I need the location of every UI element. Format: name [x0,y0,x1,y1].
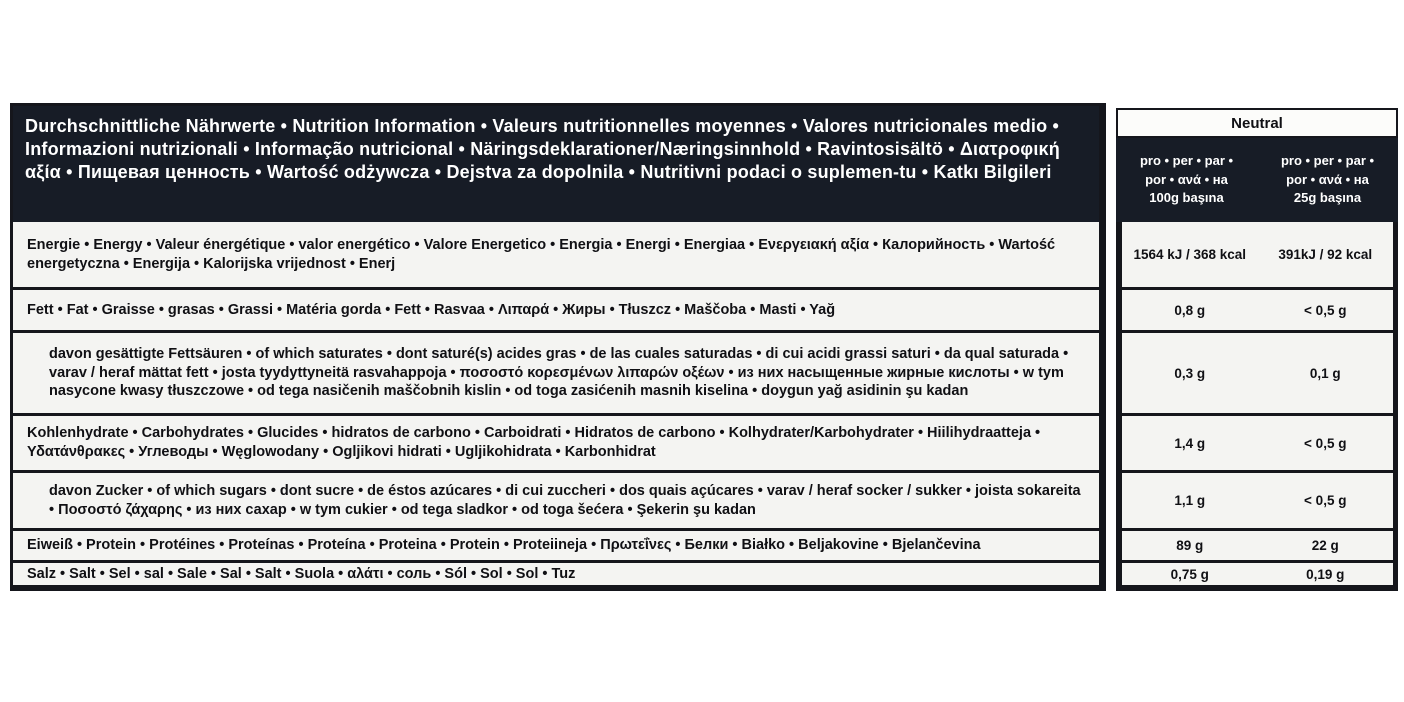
value-per-25g: < 0,5 g [1304,435,1347,451]
per-25g-line-2: por • ανά • на [1286,171,1369,187]
nutrient-row [13,287,1099,330]
nutrition-label [10,103,1398,591]
table-header [13,106,1099,222]
per-100g-line-3: 100g başına [1149,190,1224,206]
nutrient-value-row [1122,413,1393,470]
nutrient-row-label: Kohlenhydrate • Carbohydrates • Glucides • hidratos de carbono • Carboidrati • Hidratos de carbono • Kolhydrater/Karbohydrater • Hiilihydraatteja • Υδατάνθρακες • Углеводы • Węglowodany • Ogljikovi hidrati • Ugljikohidrata • Karbonhidrat [27,425,1041,460]
value-per-100g: 1564 kJ / 368 kcal [1133,247,1247,262]
nutrient-value-row [1122,222,1393,287]
nutrient-value-row [1122,528,1393,560]
per-100g-line-1: pro • per • par • [1139,152,1234,168]
value-per-25g: 0,19 g [1306,566,1345,582]
nutrient-row [13,413,1099,470]
column-header-per-100g [1116,142,1257,218]
nutrient-row [13,560,1099,585]
product-variant-label: Neutral [1231,114,1283,132]
value-per-25g: 0,1 g [1309,365,1341,381]
value-per-25g: < 0,5 g [1304,493,1347,508]
value-per-100g: 1,4 g [1174,435,1206,451]
nutrient-row-label: Eiweiß • Protein • Protéines • Proteínas • Proteína • Proteina • Protein • Proteiineja • Πρωτεΐνες • Белки • Białko • Beljakovine • Bjelančevina [27,537,981,554]
nutrient-row [13,470,1099,528]
table-title: Durchschnittliche Nährwerte • Nutrition Information • Valeurs nutritionnelles moyennes • Valores nutricionales medio • Informazioni nutrizionali • Informação nutricional • Näringsdeklarationer/Næringsinnhold • Ravintosisältö • Διατροφική αξία • Пищевая ценность • Wartość odżywcza • Dejstva za dopolnila • Nutritivni podaci o suplemen-tu • Katkı Bilgileri [25,116,1060,182]
nutrient-row-label: Fett • Fat • Graisse • grasas • Grassi • Matéria gorda • Fett • Rasvaa • Λιπαρά • Жиры • Tłuszcz • Maščoba • Masti • Yağ [27,301,836,318]
value-per-100g: 0,8 g [1174,302,1206,318]
nutrient-value-row [1122,560,1393,585]
value-per-100g: 0,75 g [1170,566,1209,582]
product-variant-box [1116,108,1398,138]
nutrition-table-values [1116,103,1398,591]
nutrition-table-left [10,103,1106,591]
column-header-per-25g [1257,142,1398,218]
nutrient-value-row [1122,470,1393,528]
value-per-100g: 0,3 g [1174,365,1206,381]
nutrient-row-label: davon Zucker • of which sugars • dont sucre • de éstos azúcares • di cui zuccheri • dos quais açúcares • varav / heraf socker / sukker • joista sokareita • Ποσοστό ζάχαρης • из них сахар • w tym cukier • od tega sladkor • od toga šećera • Şekerin şu kadan [49,482,1081,518]
nutrient-row-label: davon gesättigte Fettsäuren • of which saturates • dont saturé(s) acides gras • de las cuales saturadas • di cui acidi grassi saturi • da qual saturada • varav / heraf mättat fett • josta tyydyttyneitä rasvahappoja • ποσοστό κορεσμένων λιπαρών οξέων • из них насыщенные жирные кислоты • w tym nasycone kwasy tłuszczowe • od tega nasičenih maščobnih kislin • od toga zasićenih masnih kiselina • doygun yağ asidinin şu kadan [49,345,1069,400]
per-25g-line-3: 25g başına [1293,190,1362,206]
nutrient-row [13,330,1099,413]
value-per-25g: < 0,5 g [1304,302,1347,318]
value-per-100g: 89 g [1176,538,1204,553]
nutrient-row [13,222,1099,287]
nutrient-labels-body [13,222,1099,585]
column-headers [1116,138,1398,222]
value-per-100g: 1,1 g [1174,493,1206,508]
value-per-25g: 22 g [1311,538,1339,553]
value-per-25g: 391kJ / 92 kcal [1278,247,1373,262]
nutrient-value-row [1122,330,1393,413]
per-25g-line-1: pro • per • par • [1280,152,1375,168]
nutrient-row-label: Salz • Salt • Sel • sal • Sale • Sal • Salt • Suola • αλάτι • соль • Sól • Sol • Sol • Tuz [27,565,576,582]
nutrient-row-label: Energie • Energy • Valeur énergétique • valor energético • Valore Energetico • Energia • Energi • Energiaa • Ενεργειακή αξία • Калорийность • Wartość energetyczna • Energija • Kalorijska vrijednost • Enerj [27,236,1056,272]
per-100g-line-2: por • ανά • на [1145,171,1228,187]
nutrient-value-row [1122,287,1393,330]
nutrient-row [13,528,1099,560]
values-body [1116,222,1398,591]
